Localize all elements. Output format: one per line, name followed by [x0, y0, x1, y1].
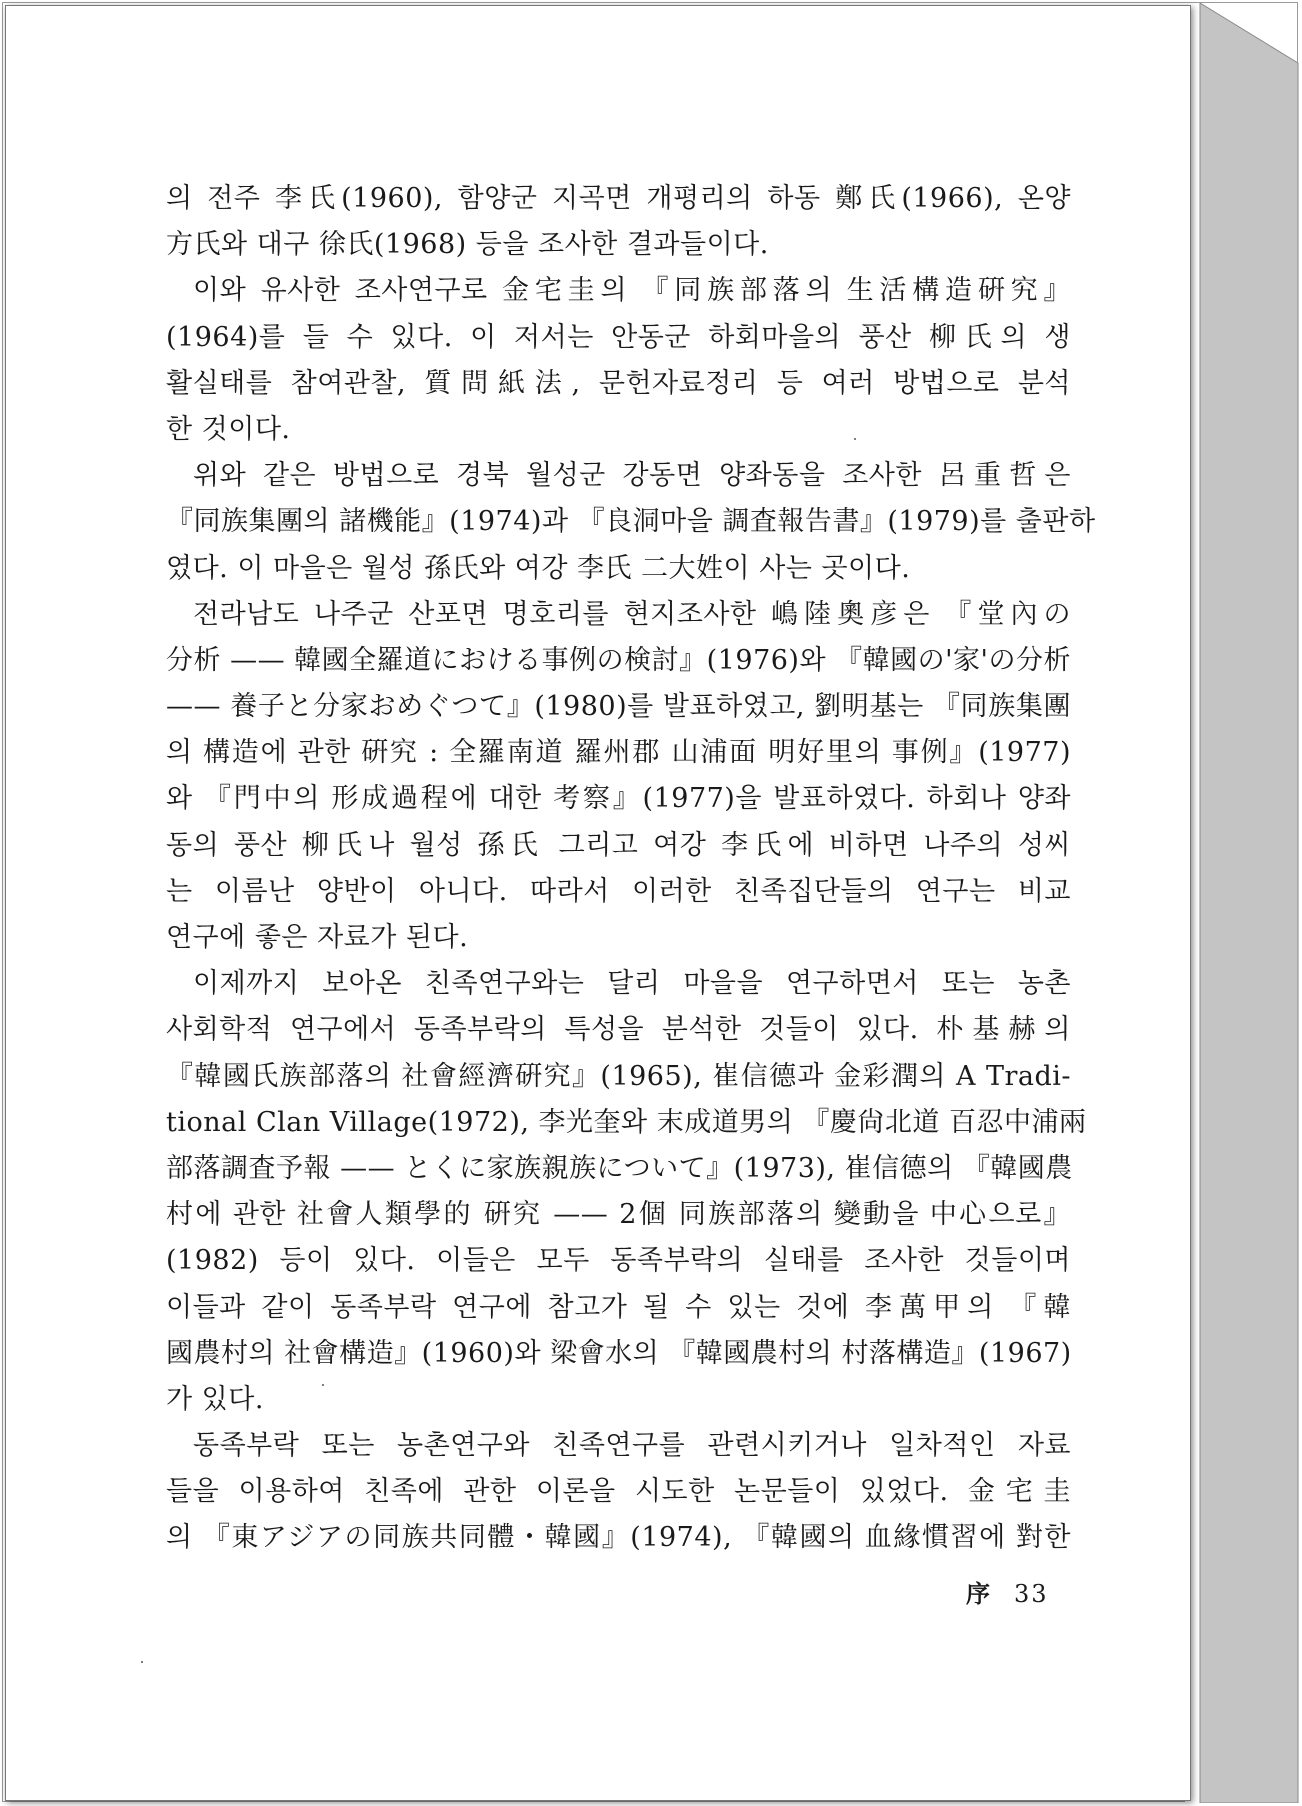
text-line: 分析 —— 韓國全羅道における事例の検討』(1976)와 『韓國の'家'の分析 [166, 644, 1071, 676]
text-line: —— 養子と分家おめぐつて』(1980)를 발표하였고, 劉明基는 『同族集團 [166, 691, 1071, 723]
text-line: 部落調査予報 —— とくに家族親族について』(1973), 崔信德의 『韓國農 [166, 1152, 1073, 1184]
print-speck [854, 438, 856, 440]
text-line: 方氏와 대구 徐氏(1968) 등을 조사한 결과들이다. [166, 229, 769, 261]
text-line: 의 전주 李氏(1960), 함양군 지곡면 개평리의 하동 鄭氏(1966), 온양 [166, 183, 1071, 214]
page-footer [966, 1574, 1049, 1609]
text-line: 는 이름난 양반이 아니다. 따라서 이러한 친족집단들의 연구는 비교 [166, 875, 1071, 907]
text-line: 였다. 이 마을은 월성 孫氏와 여강 李氏 二大姓이 사는 곳이다. [166, 552, 911, 584]
text-line: 『同族集團의 諸機能』(1974)과 『良洞마을 調査報告書』(1979)를 출판하 [166, 506, 1096, 538]
print-speck [322, 1384, 324, 1386]
book-thickness-edge [1185, 3, 1300, 1803]
text-line: 이들과 같이 동족부락 연구에 참고가 될 수 있는 것에 李萬甲의 『韓 [166, 1291, 1071, 1323]
text-line: 들을 이용하여 친족에 관한 이론을 시도한 논문들이 있었다. 金宅圭 [166, 1476, 1071, 1508]
book-page [5, 5, 1191, 1801]
text-line: 『韓國氏族部落의 社會經濟硏究』(1965), 崔信德과 金彩潤의 A Tradi- [166, 1060, 1071, 1092]
text-line: 활실태를 참여관찰, 質問紙法, 문헌자료정리 등 여러 방법으로 분석 [166, 367, 1071, 399]
text-line: 의 構造에 관한 硏究 : 全羅南道 羅州郡 山浦面 明好里의 事例』(1977) [166, 737, 1071, 769]
text-line: 의 『東アジアの同族共同體・韓國』(1974), 『韓國의 血緣慣習에 對한 [166, 1522, 1071, 1554]
text-line: 한 것이다. [166, 413, 291, 445]
text-line: 이와 유사한 조사연구로 金宅圭의 『同族部落의 生活構造硏究』 [193, 275, 1071, 307]
text-line: 전라남도 나주군 산포면 명호리를 현지조사한 嶋陸奧彦은 『堂內の [193, 598, 1071, 630]
text-line: 國農村의 社會構造』(1960)와 梁會水의 『韓國農村의 村落構造』(1967) [166, 1337, 1072, 1369]
running-title: 序 [966, 1579, 992, 1608]
text-line: 동족부락 또는 농촌연구와 친족연구를 관련시키거나 일차적인 자료 [193, 1430, 1071, 1462]
text-line: 와 『門中의 形成過程에 대한 考察』(1977)을 발표하였다. 하회나 양좌 [166, 783, 1071, 815]
text-line: 가 있다. [166, 1383, 264, 1415]
text-line: (1964)를 들 수 있다. 이 저서는 안동군 하회마을의 풍산 柳氏의 생 [166, 321, 1071, 353]
text-line: 연구에 좋은 자료가 된다. [166, 922, 469, 953]
text-line: 이제까지 보아온 친족연구와는 달리 마을을 연구하면서 또는 농촌 [193, 968, 1071, 1000]
page-number: 33 [1014, 1580, 1049, 1608]
print-speck [141, 1661, 143, 1663]
text-line: tional Clan Village(1972), 李光奎와 末成道男의 『慶尙北道 百忍中浦兩 [166, 1106, 1087, 1138]
body-text [166, 176, 1096, 1562]
text-line: 동의 풍산 柳氏나 월성 孫氏 그리고 여강 李氏에 비하면 나주의 성씨 [166, 829, 1071, 861]
text-line: 위와 같은 방법으로 경북 월성군 강동면 양좌동을 조사한 呂重哲은 [193, 460, 1071, 492]
text-line: 村에 관한 社會人類學的 硏究 —— 2個 同族部落의 變動을 中心으로』 [166, 1199, 1071, 1231]
text-line: 사회학적 연구에서 동족부락의 특성을 분석한 것들이 있다. 朴基赫의 [166, 1014, 1071, 1046]
text-line: (1982) 등이 있다. 이들은 모두 동족부락의 실태를 조사한 것들이며 [166, 1245, 1071, 1277]
